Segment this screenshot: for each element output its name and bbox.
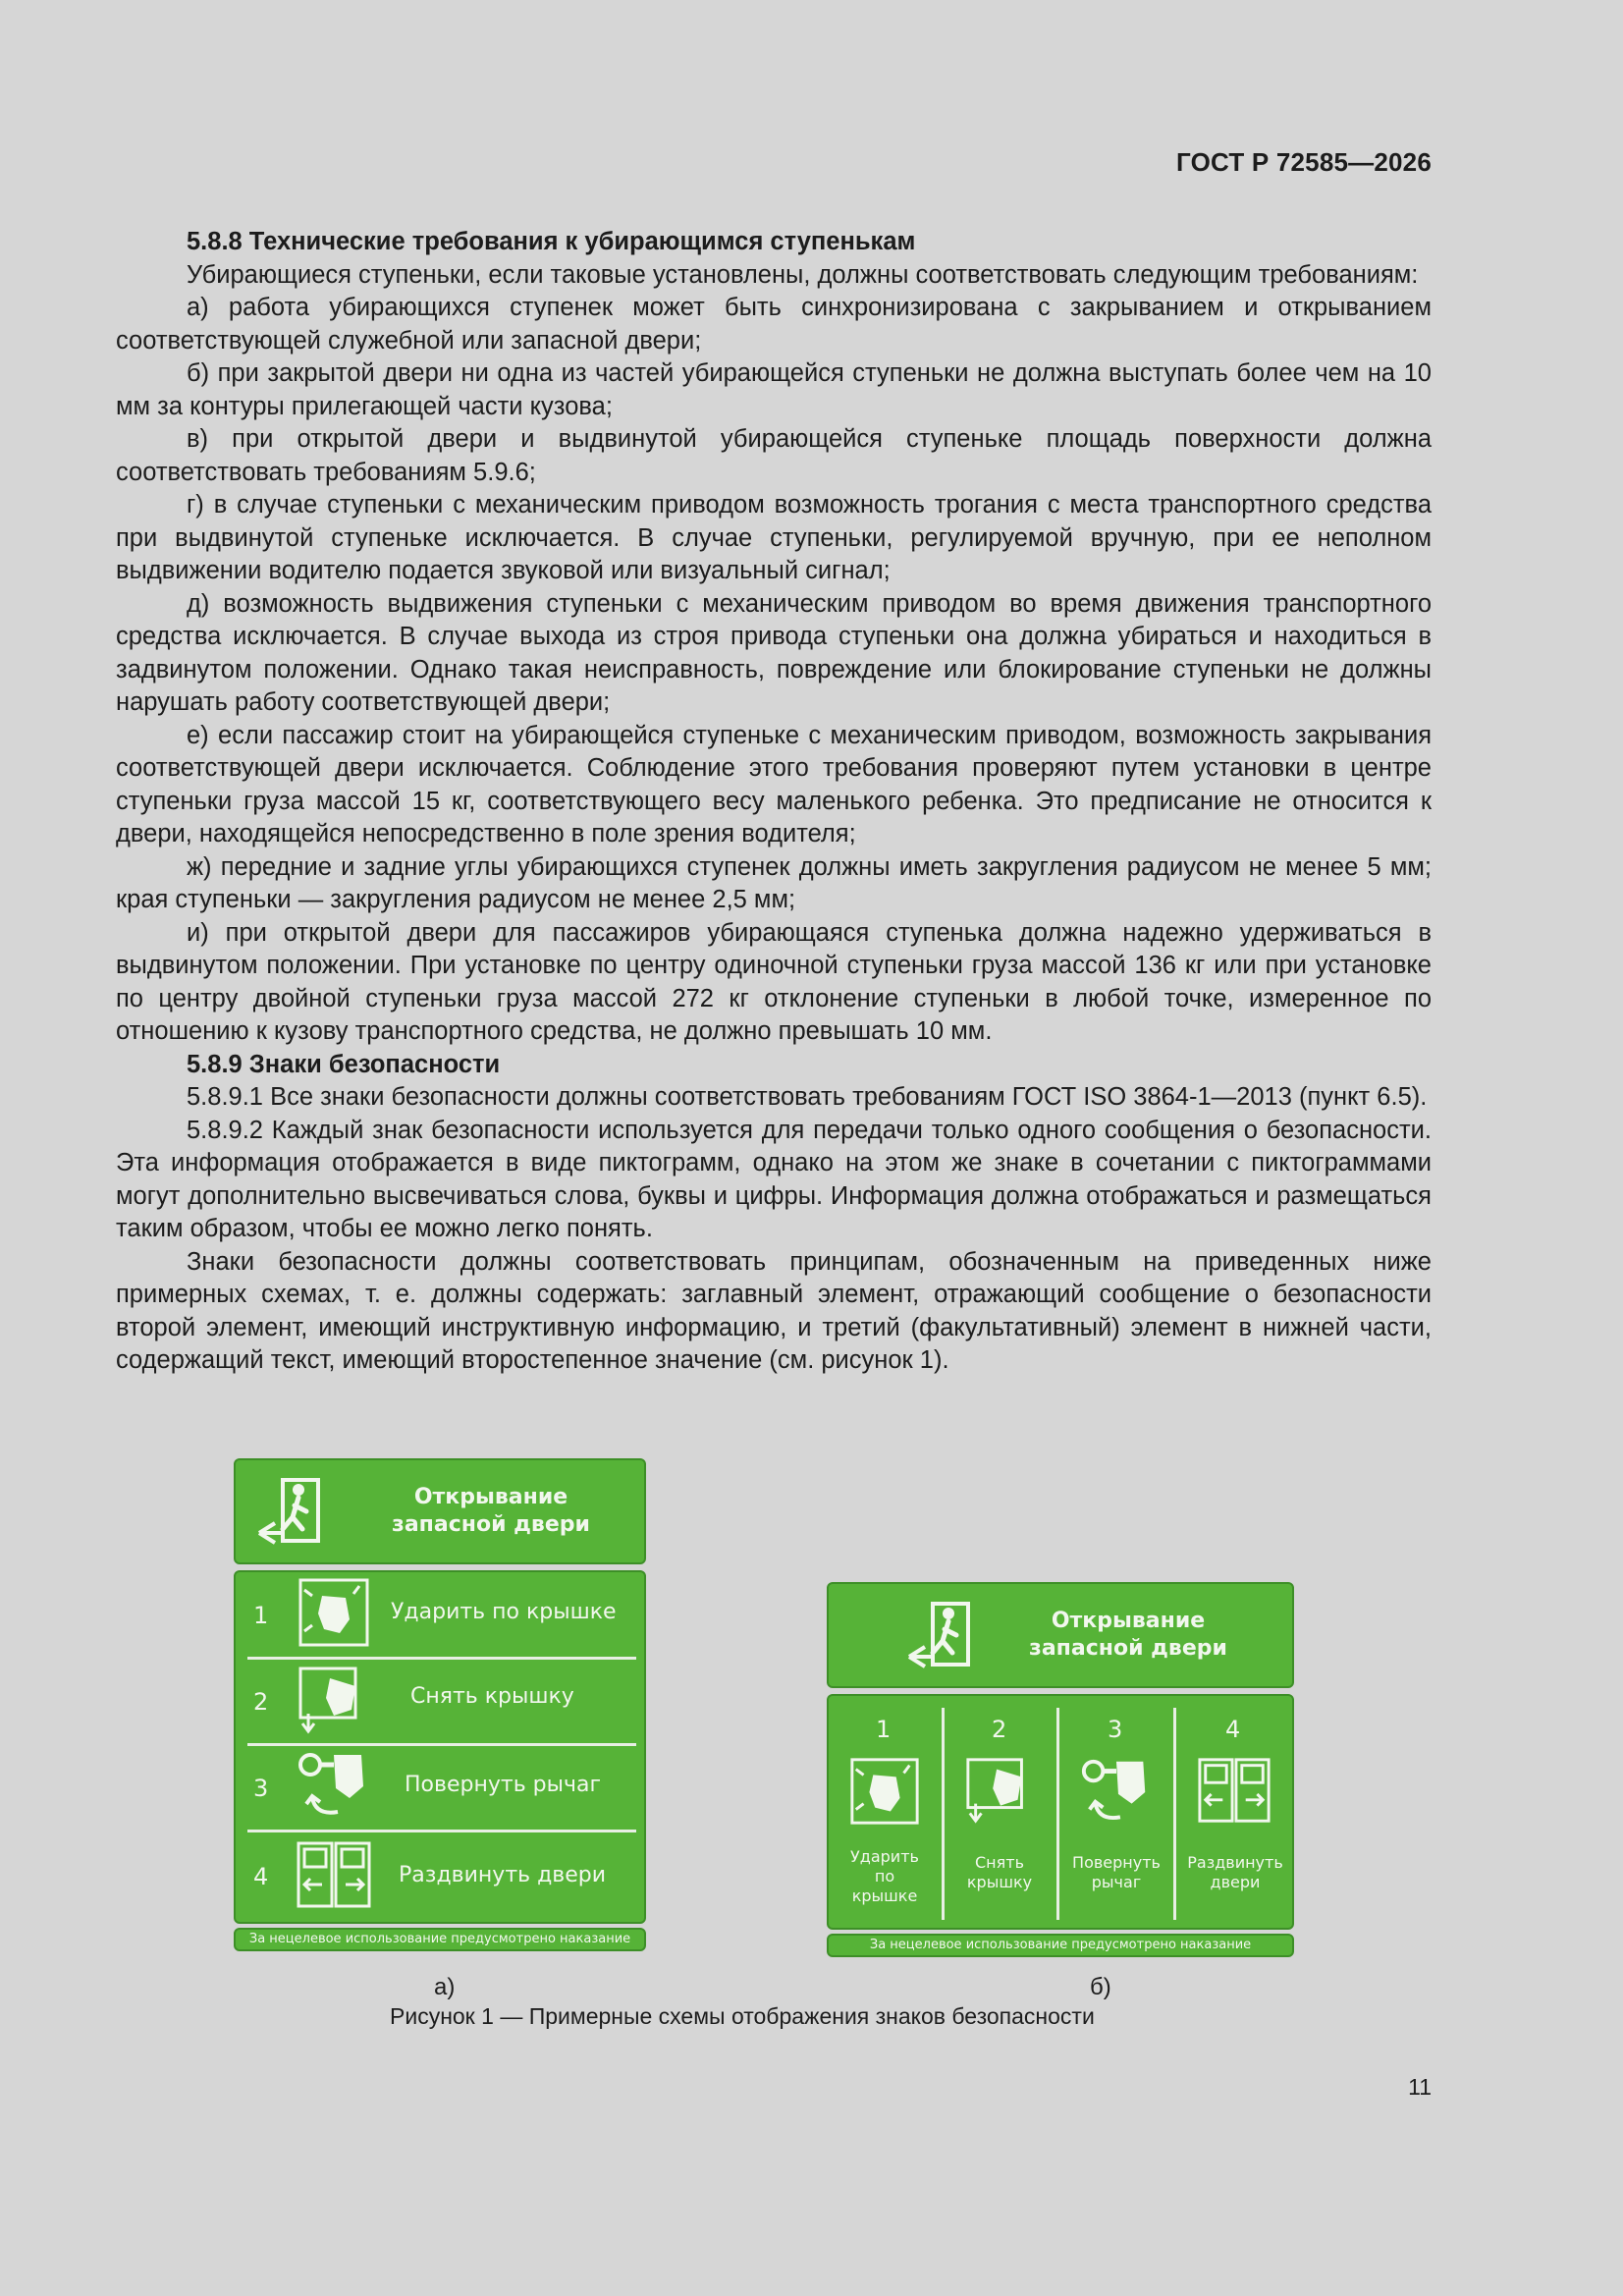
safety-sign-b — [827, 1582, 1294, 1955]
step-divider — [1056, 1708, 1059, 1920]
step-label: Ударить по крышке — [391, 1600, 617, 1624]
sign-a-footer — [234, 1928, 646, 1951]
list-item-v: в) при открытой двери и выдвинутой убирающейся ступеньке площадь поверхности должна соответствовать требованиям 5.9.6; — [116, 425, 1432, 486]
list-item-zh: ж) передние и задние углы убирающихся ступенек должны иметь закругления радиусом не менее 5 мм; края ступеньки — закругления радиусом не менее 2,5 мм; — [116, 852, 1432, 913]
paragraph: Убирающиеся ступеньки, если таковые установлены, должны соответствовать следующим требованиям: — [187, 260, 1419, 289]
list-item-a: а) работа убирающихся ступенек может быть синхронизирована с закрыванием и открыванием соответствующей служебной или запасной двери; — [116, 294, 1432, 355]
step-number: 2 — [253, 1688, 269, 1716]
emergency-exit-icon — [255, 1474, 324, 1557]
sign-b-title-line2: запасной двери — [1029, 1636, 1227, 1661]
step-number: 1 — [253, 1602, 269, 1629]
sign-a-title-line2: запасной двери — [392, 1512, 590, 1537]
document-code: ГОСТ Р 72585—2026 — [1176, 147, 1432, 177]
list-item-g: г) в случае ступеньки с механическим приводом возможность трогания с места транспортного средства при выдвинутой ступеньке исключается. В случае ступеньки, регулируемой вручную, при ее неполном выдвижении водителю подается звуковой или визуальный сигнал; — [116, 491, 1432, 584]
sign-b-steps — [827, 1694, 1294, 1930]
document-body — [116, 226, 1432, 1378]
step-number: 4 — [1225, 1716, 1241, 1743]
step-label-line: Снять — [974, 1853, 1024, 1872]
step-label: Повернуть рычаг — [405, 1773, 602, 1797]
paragraph-5-8-9-2: 5.8.9.2 Каждый знак безопасности используется для передачи только одного сообщения о безопасности. Эта информация отображается в виде пиктограмм, однако на этом же знаке в сочетании с пиктограммами могут дополнительно высвечиваться слова, буквы и цифры. Информация должна отображаться и размещаться таким образом, чтобы ее можно легко понять. — [116, 1116, 1432, 1242]
step-label — [1176, 1853, 1294, 1892]
step-label — [947, 1853, 1053, 1892]
sign-b-header — [827, 1582, 1294, 1688]
paragraph-principles: Знаки безопасности должны соответствовать принципам, обозначенным на приведенных ниже примерных схемах, т. е. должны содержать: заглавный элемент, отражающий сообщение о безопасности второй элемент, имеющий инструктивную информацию, и третий (факультативный) элемент в нижней части, содержащий текст, имеющий второстепенное значение (см. рисунок 1). — [116, 1247, 1432, 1374]
sign-b-title-line1: Открывание — [1051, 1609, 1206, 1633]
list-item-e: е) если пассажир стоит на убирающейся ступеньке с механическим приводом, возможность закрывания соответствующей двери исключается. Соблюдение этого требования проверяют путем установки в центре ступеньки груза массой 15 кг, соответствующего весу маленького ребенка. Это предписание не относится к двери, находящейся непосредственно в поле зрения водителя; — [116, 721, 1432, 847]
page-number: 11 — [1408, 2074, 1432, 2100]
step-label-line: крышку — [966, 1873, 1033, 1891]
remove-cover-icon — [962, 1755, 1039, 1831]
list-item-b: б) при закрытой двери ни одна из частей убирающейся ступеньки не должна выступать более чем на 10 мм за контуры прилегающей части кузова; — [116, 359, 1432, 420]
step-label-line: Раздвинуть — [1187, 1853, 1283, 1872]
sign-a-footer-text: За нецелевое использование предусмотрено наказание — [248, 1932, 631, 1946]
sign-a-title — [363, 1484, 619, 1539]
step-divider — [247, 1657, 636, 1660]
paragraph-5-8-9-1: 5.8.9.1 Все знаки безопасности должны соответствовать требованиям ГОСТ ISO 3864-1—2013 (пункт 6.5). — [187, 1083, 1428, 1111]
step-number: 3 — [253, 1775, 269, 1802]
hit-cover-icon — [846, 1755, 923, 1831]
remove-cover-icon — [295, 1665, 373, 1741]
step-label: Снять крышку — [410, 1684, 574, 1709]
turn-lever-icon — [1078, 1755, 1155, 1831]
step-label — [833, 1847, 937, 1906]
slide-doors-icon — [1196, 1755, 1272, 1831]
list-item-i: и) при открытой двери для пассажиров убирающаяся ступенька должна надежно удерживаться в выдвинутом положении. При установке по центру одиночной ступеньки груза массой 136 кг или при установке по центру двойной ступеньки груза массой 272 кг отклонение ступеньки в любой точке, измеренное по отношению к кузову транспортного средства, не должно превышать 10 мм. — [116, 918, 1432, 1045]
hit-cover-icon — [295, 1576, 373, 1653]
sign-b-title — [996, 1608, 1261, 1663]
section-heading-5-8-8: 5.8.8 Технические требования к убирающимся ступенькам — [187, 228, 916, 255]
emergency-exit-icon — [905, 1598, 974, 1680]
sign-b-footer — [827, 1934, 1294, 1957]
sign-b-footer-text: За нецелевое использование предусмотрено наказание — [869, 1938, 1252, 1952]
step-label — [1060, 1853, 1172, 1892]
turn-lever-icon — [295, 1749, 373, 1826]
safety-sign-a — [234, 1458, 646, 1949]
step-divider — [247, 1743, 636, 1746]
step-label-line: Повернуть — [1072, 1853, 1161, 1872]
step-label-line: крышке — [851, 1886, 918, 1905]
slide-doors-icon — [295, 1839, 373, 1916]
step-label-line: Ударить — [850, 1847, 919, 1866]
sign-a-steps — [234, 1570, 646, 1924]
section-heading-5-8-9: 5.8.9 Знаки безопасности — [187, 1050, 501, 1078]
sign-a-title-line1: Открывание — [413, 1485, 568, 1509]
step-divider — [247, 1830, 636, 1832]
step-number: 3 — [1108, 1716, 1123, 1743]
figure-1 — [0, 1458, 1623, 2028]
sign-a-header — [234, 1458, 646, 1564]
step-label-line: рычаг — [1091, 1873, 1142, 1891]
subcaption-b: б) — [1090, 1974, 1111, 2000]
figure-caption: Рисунок 1 — Примерные схемы отображения знаков безопасности — [390, 2003, 1095, 2029]
list-item-d: д) возможность выдвижения ступеньки с механическим приводом во время движения транспортного средства исключается. В случае выхода из строя привода ступеньки она должна убираться и находиться в задвинутом положении. Однако такая неисправность, повреждение или блокирование ступеньки не должны нарушать работу соответствующей двери; — [116, 589, 1432, 716]
step-label-line: по — [874, 1867, 895, 1886]
step-label-line: двери — [1210, 1873, 1261, 1891]
step-label: Раздвинуть двери — [399, 1863, 607, 1887]
step-divider — [942, 1708, 945, 1920]
step-number: 1 — [876, 1716, 892, 1743]
subcaption-a: а) — [434, 1974, 456, 2000]
step-number: 2 — [992, 1716, 1007, 1743]
step-number: 4 — [253, 1863, 269, 1890]
